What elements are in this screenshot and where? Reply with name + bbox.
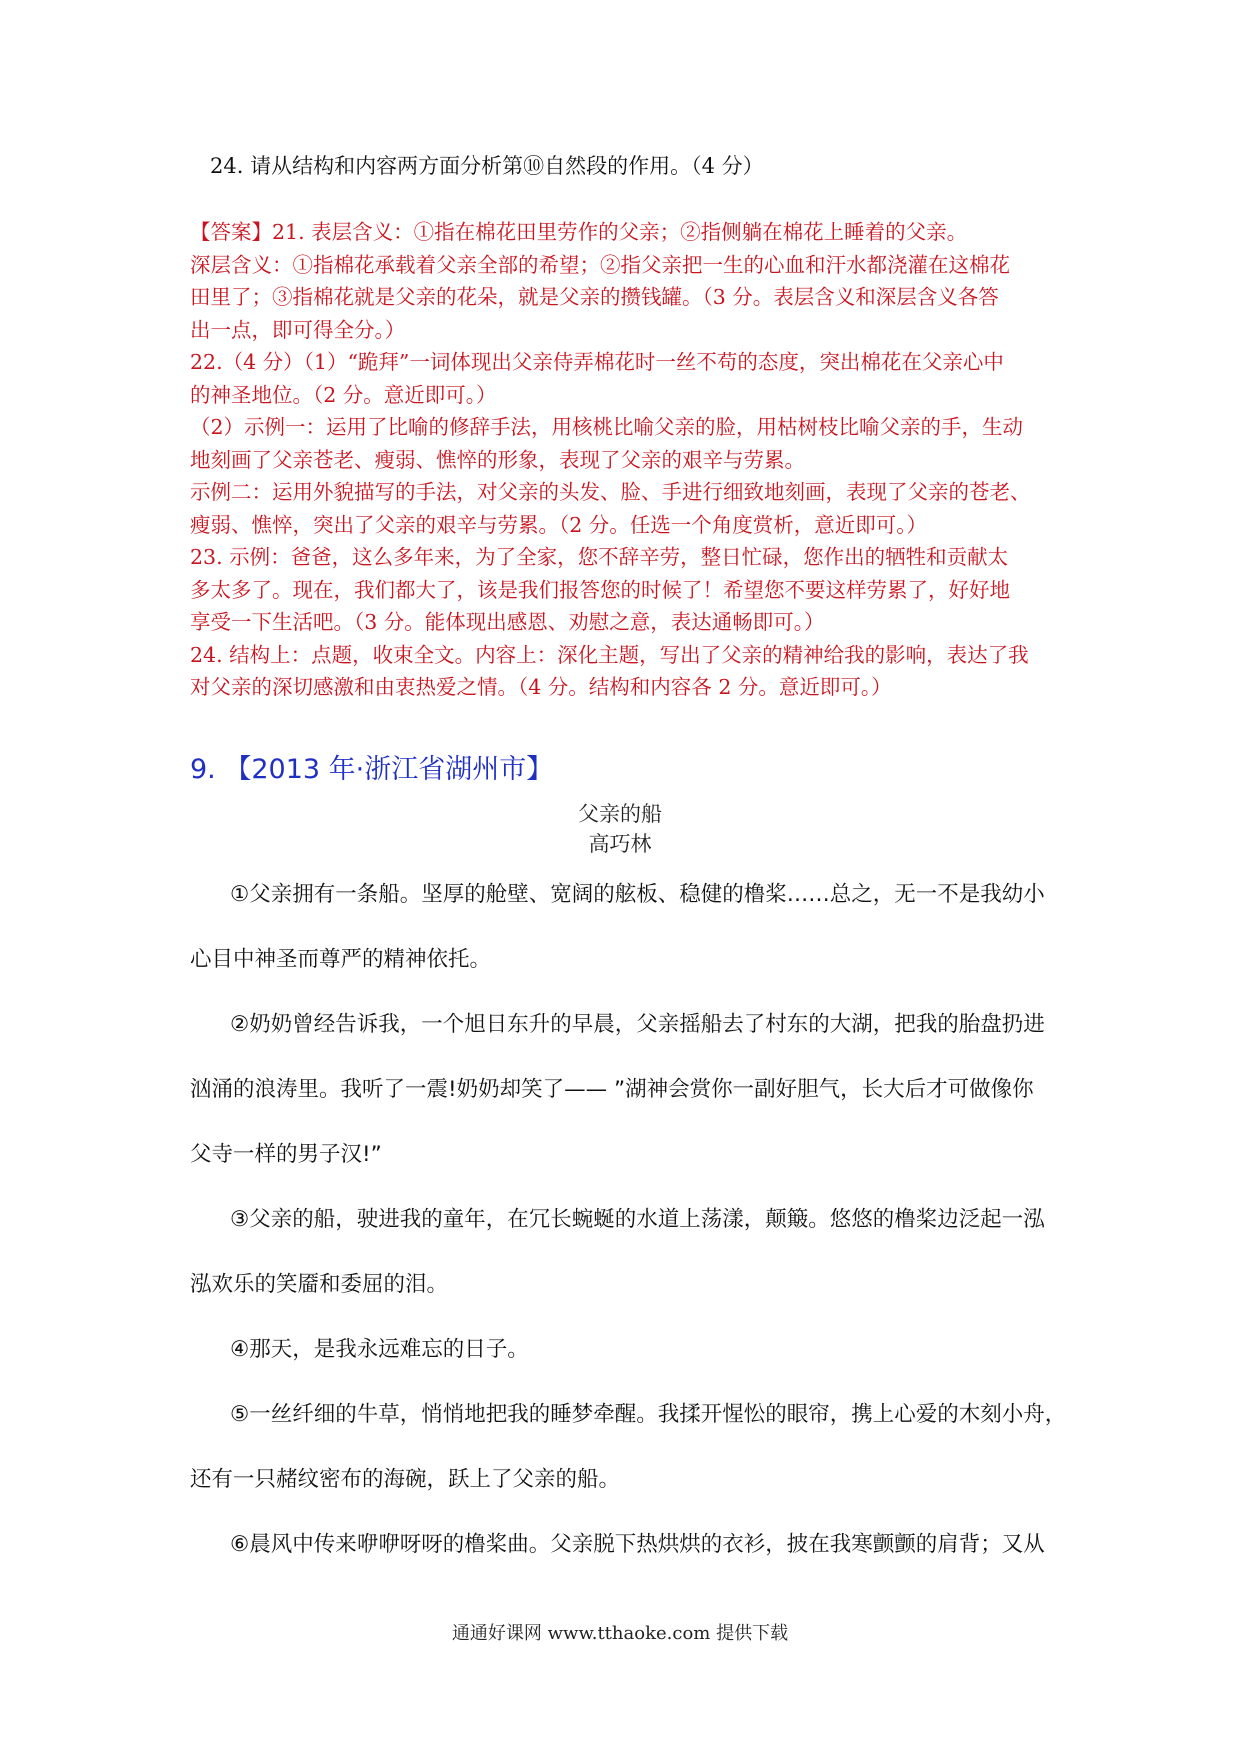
article-line: 心目中神圣而尊严的精神依托。 xyxy=(190,947,492,972)
question-24: 24. 请从结构和内容两方面分析第⑩自然段的作用。（4 分） xyxy=(210,154,764,178)
answer-line: 地刻画了父亲苍老、瘦弱、憔悴的形象，表现了父亲的艰辛与劳累。 xyxy=(190,447,805,472)
answer-line: 田里了；③指棉花就是父亲的花朵，就是父亲的攒钱罐。（3 分。表层含义和深层含义各答 xyxy=(190,285,999,309)
article-title: 父亲的船 xyxy=(578,802,662,826)
article-line: ③父亲的船，驶进我的童年，在冗长蜿蜒的水道上荡漾，颠簸。悠悠的橹桨边泛起一泓 xyxy=(230,1207,1045,1232)
answer-block xyxy=(190,216,1070,704)
article-line: 父寺一样的男子汉!” xyxy=(190,1142,382,1167)
answer-line: 对父亲的深切感激和由衷热爱之情。（4 分。结构和内容各 2 分。意近即可。） xyxy=(190,675,892,699)
answer-line: 22.（4 分）（1）“跪拜”一词体现出父亲侍弄棉花时一丝不苟的态度，突出棉花在父亲心中 xyxy=(190,350,1004,374)
section-heading: 9. 【2013 年·浙江省湖州市】 xyxy=(190,754,554,785)
article-body xyxy=(190,874,1070,1589)
answer-line: 出一点，即可得全分。） xyxy=(190,317,406,342)
answer-line: （2）示例一：运用了比喻的修辞手法，用核桃比喻父亲的脸，用枯树枝比喻父亲的手，生动 xyxy=(190,415,1024,439)
answer-line: 【答案】21. 表层含义：①指在棉花田里劳作的父亲；②指侧躺在棉花上睡着的父亲。 xyxy=(190,220,968,244)
answer-line: 深层含义：①指棉花承载着父亲全部的希望；②指父亲把一生的心血和汗水都浇灌在这棉花 xyxy=(190,252,1010,277)
answer-line: 的神圣地位。（2 分。意近即可。） xyxy=(190,382,497,407)
answer-line: 示例二：运用外貌描写的手法，对父亲的头发、脸、手进行细致地刻画，表现了父亲的苍老、 xyxy=(190,480,1031,504)
answer-line: 多太多了。现在，我们都大了，该是我们报答您的时候了！希望您不要这样劳累了，好好地 xyxy=(190,577,1010,602)
answer-line: 瘦弱、憔悴，突出了父亲的艰辛与劳累。（2 分。任选一个角度赏析，意近即可。） xyxy=(190,512,928,537)
article-author: 高巧林 xyxy=(588,832,652,856)
page-footer: 通通好课网 www.tthaoke.com 提供下载 xyxy=(451,1623,789,1644)
article-line: ⑥晨风中传来咿咿呀呀的橹桨曲。父亲脱下热烘烘的衣衫，披在我寒颤颤的肩背；又从 xyxy=(230,1532,1045,1557)
answer-line: 享受一下生活吧。（3 分。能体现出感恩、劝慰之意，表达通畅即可。） xyxy=(190,610,825,634)
article-line: ⑤一丝纤细的牛草，悄悄地把我的睡梦牵醒。我揉开惺忪的眼帘，携上心爱的木刻小舟， xyxy=(230,1402,1067,1427)
article-line: ④那天，是我永远难忘的日子。 xyxy=(230,1337,529,1362)
article-line: ①父亲拥有一条船。坚厚的舱壁、宽阔的舷板、稳健的橹桨……总之，无一不是我幼小 xyxy=(230,882,1045,907)
answer-line: 24. 结构上：点题，收束全文。内容上：深化主题，写出了父亲的精神给我的影响，表达了我 xyxy=(190,642,1029,667)
article-line: 还有一只赭纹密布的海碗，跃上了父亲的船。 xyxy=(190,1467,621,1492)
article-line: ②奶奶曾经告诉我，一个旭日东升的早晨，父亲摇船去了村东的大湖，把我的胎盘扔进 xyxy=(230,1012,1045,1037)
answer-line: 23. 示例：爸爸，这么多年来，为了全家，您不辞辛劳，整日忙碌，您作出的牺牲和贡献太 xyxy=(190,545,1009,569)
article-line: 泓欢乐的笑靥和委屈的泪。 xyxy=(190,1272,449,1297)
article-line: 汹涌的浪涛里。我听了一震!奶奶却笑了—— ”湖神会赏你一副好胆气，长大后才可做像你 xyxy=(190,1077,1034,1102)
